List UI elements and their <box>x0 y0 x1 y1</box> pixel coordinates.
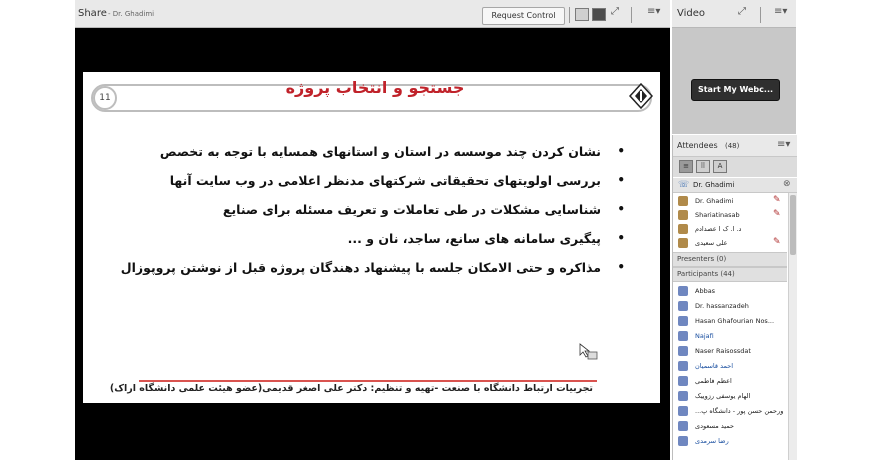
attendee-name: د. ا. ک ا عصدادم <box>695 225 742 233</box>
phone-icon: ☏ <box>678 180 690 190</box>
attendee-row[interactable] <box>673 404 787 418</box>
bullet-marker: • <box>617 231 625 245</box>
footer-divider <box>139 380 597 382</box>
participant-avatar-icon <box>678 436 688 446</box>
attendee-row[interactable] <box>673 374 787 388</box>
request-control-button[interactable]: Request Control <box>482 7 565 25</box>
attendee-name: علی سعیدی <box>695 239 728 247</box>
bullet-marker: • <box>617 144 625 158</box>
bullet-text: پیگیری سامانه های سانع، ساجد، نان و ... <box>347 231 601 246</box>
presenters-section[interactable] <box>673 252 787 267</box>
bullet-text: شناسایی مشکلات در طی تعاملات و تعریف مسئله برای صنایع <box>222 202 601 217</box>
bullet-item <box>153 144 625 173</box>
participant-avatar-icon <box>678 346 688 356</box>
attendee-row[interactable] <box>673 359 787 373</box>
attendee-row[interactable] <box>673 389 787 403</box>
participant-avatar-icon <box>678 286 688 296</box>
bullet-item <box>153 202 625 231</box>
attendee-name: Hasan Ghafourian Nos... <box>695 317 775 325</box>
presenter-cursor-icon <box>579 343 599 361</box>
status-icon: ✎ <box>773 237 781 247</box>
attendees-menu-icon[interactable]: ≡▾ <box>777 139 791 150</box>
video-fullscreen-icon[interactable]: ⤢ <box>738 6 746 17</box>
sort-view-icon[interactable]: A <box>713 160 727 173</box>
participant-avatar-icon <box>678 331 688 341</box>
filmstrip-view-icon[interactable] <box>575 8 589 21</box>
slide <box>83 72 660 403</box>
attendee-name: Naser Raisossdat <box>695 347 751 355</box>
attendee-row[interactable] <box>673 222 787 236</box>
toolbar-divider <box>569 7 570 23</box>
participants-section[interactable] <box>673 267 787 282</box>
participant-avatar-icon <box>678 301 688 311</box>
bullet-list <box>120 144 625 289</box>
attendee-name: Najafi <box>695 332 714 340</box>
attendee-row[interactable] <box>673 194 787 208</box>
participant-avatar-icon <box>678 316 688 326</box>
attendee-name: الهام یوسفی رزوییک <box>695 392 751 400</box>
video-pod-titlebar <box>672 0 796 28</box>
video-pod <box>672 0 796 134</box>
attendees-toolbar <box>673 157 797 177</box>
bullet-text: بررسی اولویتهای تحقیقاتی شرکتهای مدنظر اعلامی در وب سایت آنها <box>169 173 601 188</box>
close-icon[interactable]: ⊗ <box>783 179 791 189</box>
attendees-scrollbar[interactable] <box>788 193 797 460</box>
bullet-item <box>153 173 625 202</box>
share-pod <box>75 0 670 460</box>
bullet-marker: • <box>617 173 625 187</box>
share-pod-titlebar <box>75 0 670 28</box>
slide-number: 11 <box>93 86 117 110</box>
toolbar-divider <box>760 7 761 23</box>
participant-avatar-icon <box>678 391 688 401</box>
attendee-row[interactable] <box>673 284 787 298</box>
grid-view-icon[interactable]: ⠿ <box>696 160 710 173</box>
bullet-text: نشان کردن چند موسسه در استان و استانهای همسایه با توجه به تخصص <box>159 144 601 159</box>
attendee-row[interactable] <box>673 344 787 358</box>
slide-footer: تجربیات ارتباط دانشگاه با صنعت -تهیه و تنظیم: دکتر علی اصغر قدیمی(عضو هیئت علمی دانشگاه اراک) <box>109 383 593 394</box>
host-avatar-icon <box>678 224 688 234</box>
video-pod-menu-icon[interactable]: ≡▾ <box>774 6 788 17</box>
slide-title: جستجو و انتخاب پروژه <box>285 78 465 97</box>
attendee-name: رضا سرمدی <box>695 437 729 445</box>
attendees-pod <box>672 135 797 460</box>
attendee-name: Dr. hassanzadeh <box>695 302 749 310</box>
host-avatar-icon <box>678 210 688 220</box>
attendee-row[interactable] <box>673 434 787 448</box>
share-presenter-name: - Dr. Ghadimi <box>108 10 155 18</box>
participants-label: Participants (44) <box>677 270 735 278</box>
attendee-name: Shariatinasab <box>695 211 740 219</box>
attendee-name: اعظم فاطمی <box>695 377 732 385</box>
share-pod-menu-icon[interactable]: ≡▾ <box>647 6 661 17</box>
bullet-marker: • <box>617 202 625 216</box>
attendees-title: Attendees <box>677 141 718 150</box>
attendees-count: (48) <box>725 142 740 150</box>
bullet-marker: • <box>617 260 625 274</box>
bullet-item <box>153 231 625 260</box>
participant-avatar-icon <box>678 361 688 371</box>
attendee-name: حمید مسعودی <box>695 422 734 430</box>
fullscreen-icon[interactable]: ⤢ <box>611 6 619 17</box>
attendee-name: Dr. Ghadimi <box>695 197 734 205</box>
video-pod-title: Video <box>677 8 706 19</box>
attendee-row[interactable] <box>673 299 787 313</box>
host-avatar-icon <box>678 238 688 248</box>
attendees-pod-titlebar <box>673 135 797 157</box>
toolbar-divider <box>631 7 632 23</box>
full-view-icon[interactable] <box>592 8 606 21</box>
host-avatar-icon <box>678 196 688 206</box>
participant-avatar-icon <box>678 421 688 431</box>
status-icon: ✎ <box>773 209 781 219</box>
presenters-label: Presenters (0) <box>677 255 727 263</box>
bullet-text: مذاکره و حتی الامکان جلسه با پیشنهاد دهندگان پروژه قبل از نوشتن پروپوزال <box>120 260 601 275</box>
attendee-row[interactable] <box>673 236 787 250</box>
start-webcam-button[interactable]: Start My Webc... <box>691 79 780 101</box>
participant-avatar-icon <box>678 406 688 416</box>
participant-avatar-icon <box>678 376 688 386</box>
attendee-name: احمد قاسمیان <box>695 362 734 370</box>
list-view-icon[interactable]: ≡ <box>679 160 693 173</box>
scrollbar-thumb[interactable] <box>790 195 796 255</box>
university-logo-icon <box>629 83 653 109</box>
attendee-row[interactable] <box>673 314 787 328</box>
host-name: Dr. Ghadimi <box>693 181 735 189</box>
attendee-row[interactable] <box>673 208 787 222</box>
attendee-row[interactable] <box>673 419 787 433</box>
status-icon: ✎ <box>773 195 781 205</box>
share-pod-title: Share <box>78 8 107 19</box>
attendee-name: Abbas <box>695 287 716 295</box>
bullet-item <box>120 260 625 289</box>
host-header[interactable] <box>673 178 797 193</box>
attendee-row[interactable] <box>673 329 787 343</box>
attendee-name: ...ورحمن حسن پور - دانشگاه پ <box>695 407 784 415</box>
